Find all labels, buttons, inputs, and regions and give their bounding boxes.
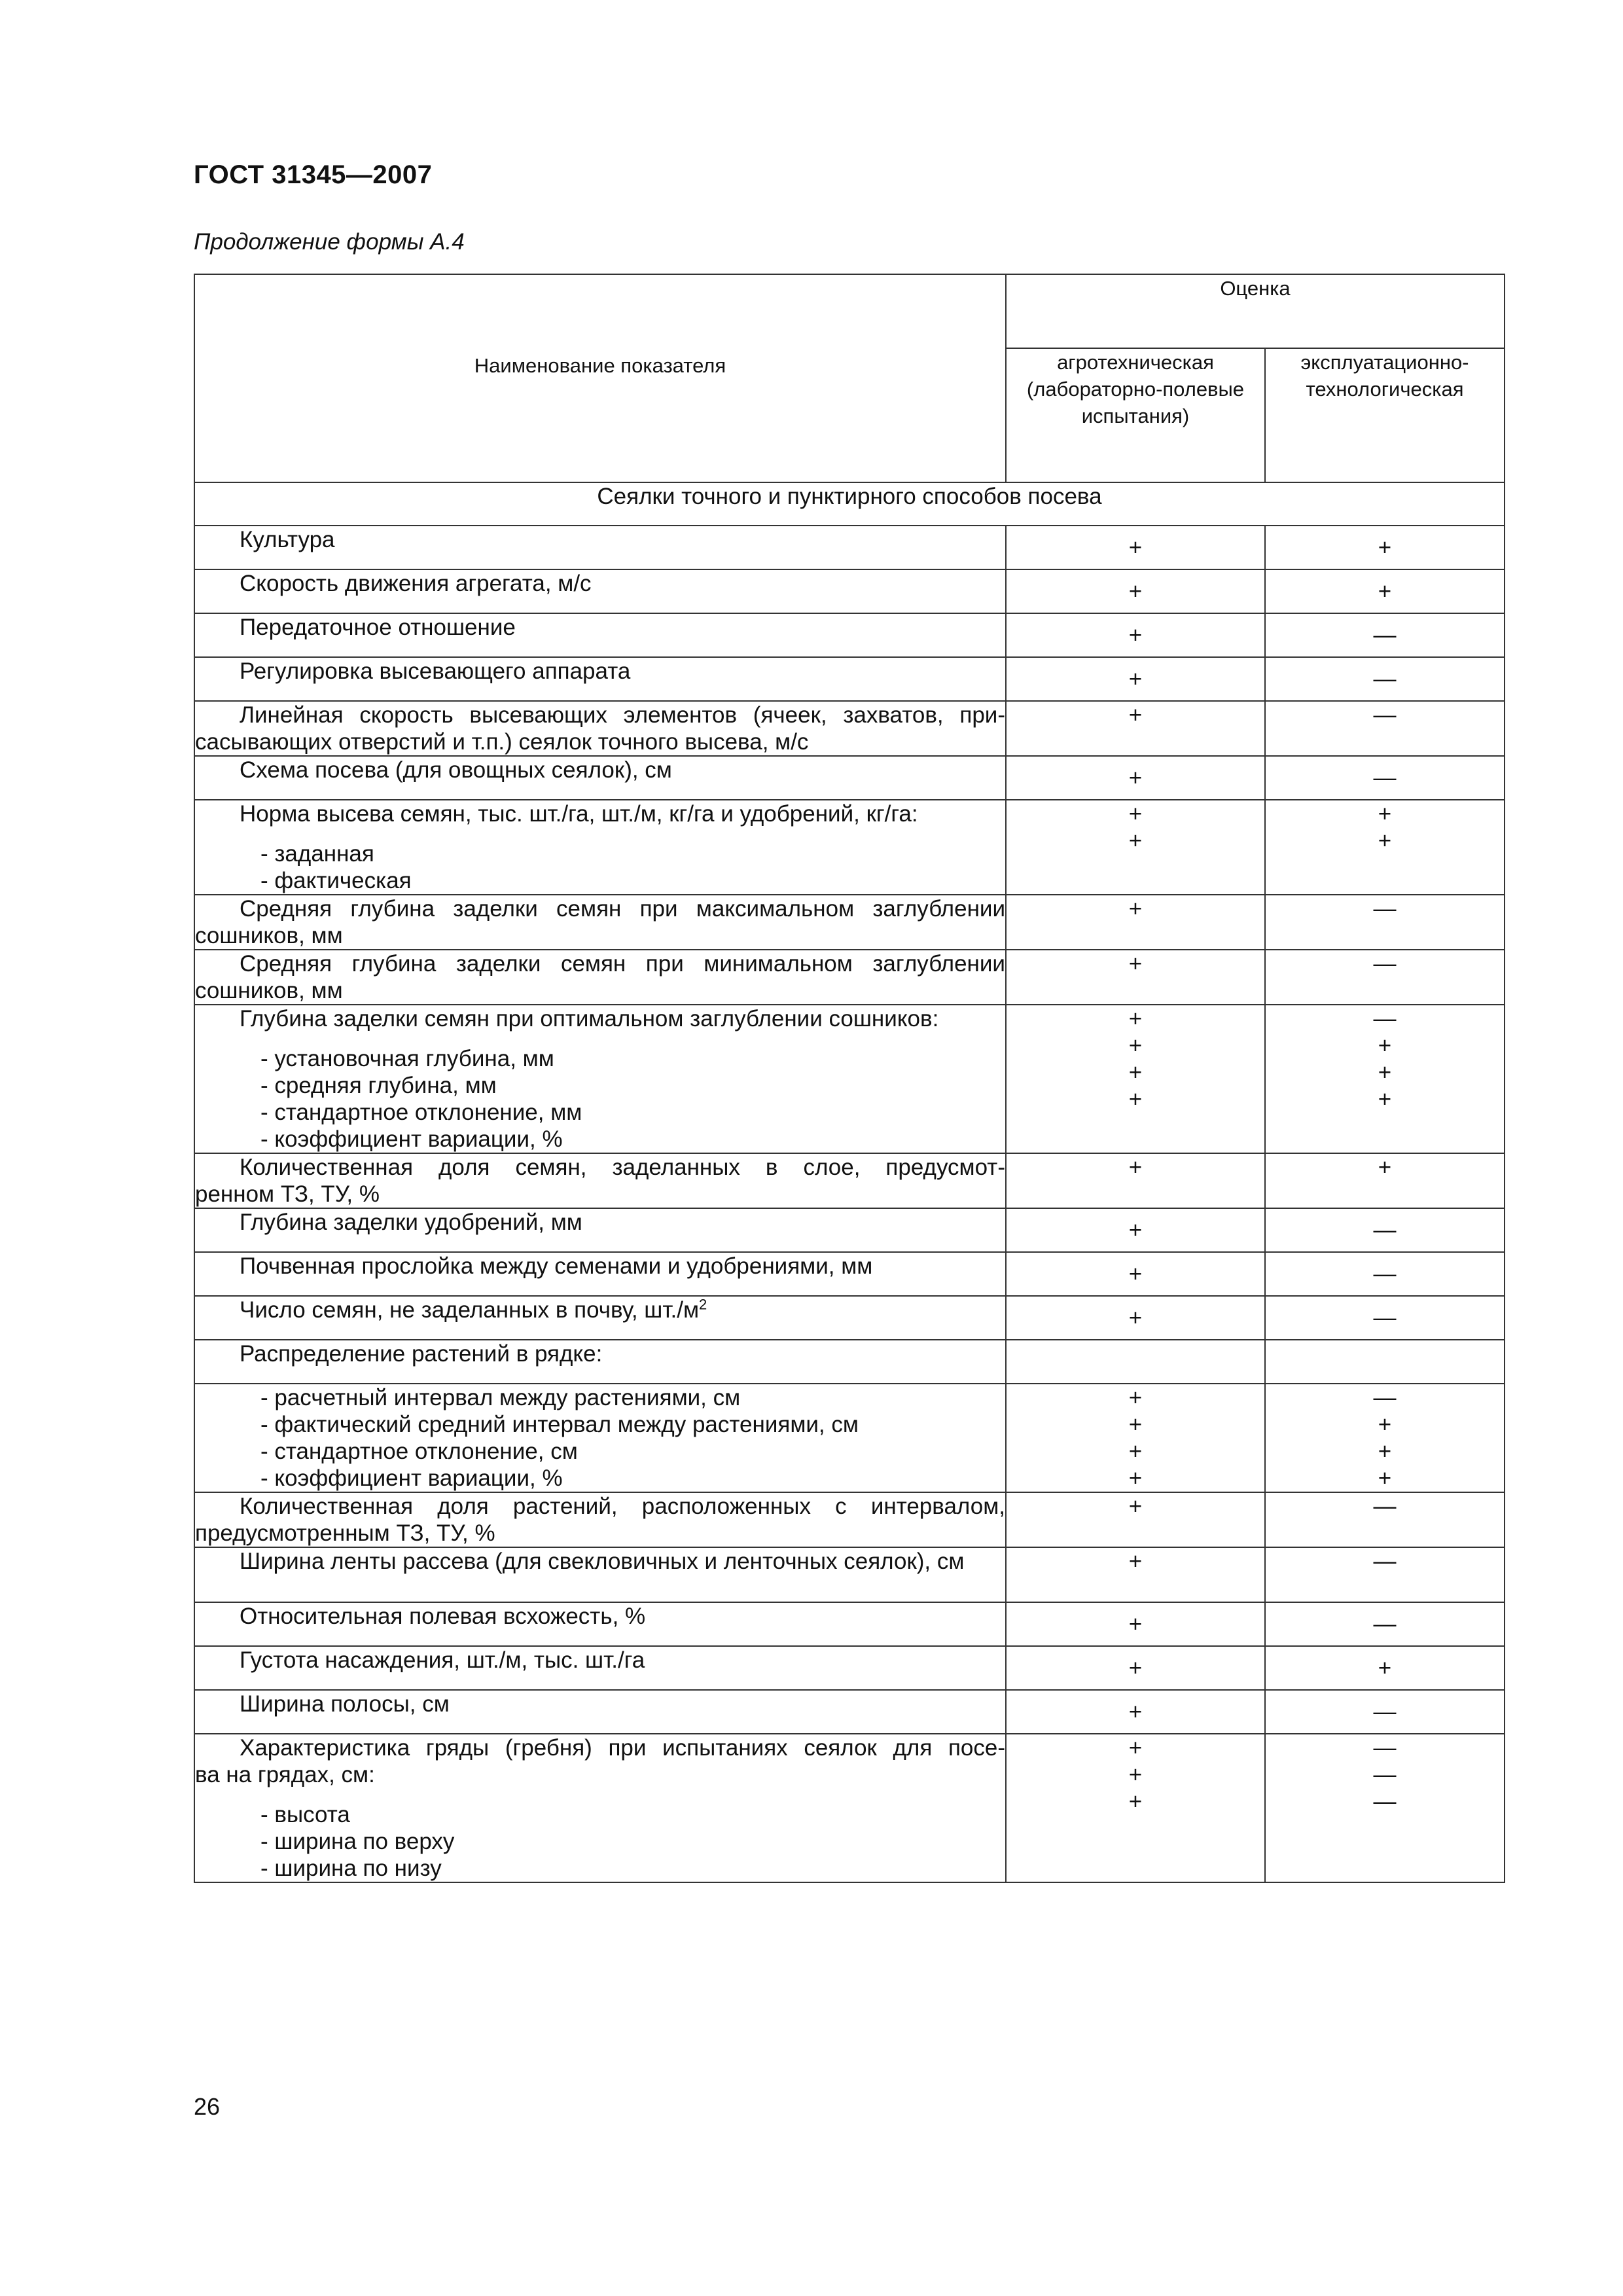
header-indicator-name: Наименование показателя: [194, 274, 1006, 482]
header-expl: эксплуатационно- технологическая: [1265, 348, 1505, 482]
table-row: Средняя глубина заделки семян при максимальном заглублении сошников, мм + —: [194, 895, 1505, 950]
table-row: Количественная доля семян, заделанных в слое, предусмот- ренном ТЗ, ТУ, % + +: [194, 1153, 1505, 1208]
table-row: Число семян, не заделанных в почву, $шт./м^2$ + —: [194, 1296, 1505, 1340]
table-row: Относительная полевая всхожесть, % + —: [194, 1602, 1505, 1646]
table-row: Культура + +: [194, 526, 1505, 569]
header-estimate: Оценка: [1006, 274, 1505, 348]
table-row: Густота насаждения, шт./м, тыс. шт./га + +: [194, 1646, 1505, 1690]
table-row: Глубина заделки удобрений, мм + —: [194, 1208, 1505, 1252]
section-title: Сеялки точного и пунктирного способов посева: [194, 482, 1505, 526]
table-row: Средняя глубина заделки семян при минимальном заглублении сошников, мм + —: [194, 950, 1505, 1005]
table-row: Распределение растений в рядке:: [194, 1340, 1505, 1384]
header-agro: агротехническая (лабораторно-полевые испытания): [1006, 348, 1265, 482]
table-row: Глубина заделки семян при оптимальном заглублении сошников: - установочная глубина, мм - средняя глубина, мм - стандартное отклонение, мм - коэффициент вариации, % + + + + — + + +: [194, 1005, 1505, 1153]
table-row: Количественная доля растений, расположенных с интервалом, предусмотренным ТЗ, ТУ, % + —: [194, 1492, 1505, 1547]
table-row: Характеристика гряды (гребня) при испытаниях сеялок для посе- ва на грядах, см: - высота - ширина по верху - ширина по низу + + + — — —: [194, 1734, 1505, 1882]
table-row: Передаточное отношение + —: [194, 613, 1505, 657]
page-number: 26: [194, 2093, 221, 2120]
table-row: Ширина ленты рассева (для свекловичных и ленточных сеялок), см + —: [194, 1547, 1505, 1602]
table-row: Схема посева (для овощных сеялок), см + —: [194, 756, 1505, 800]
table-row: Регулировка высевающего аппарата + —: [194, 657, 1505, 701]
document-code: ГОСТ 31345—2007: [194, 160, 433, 189]
table-row: Линейная скорость высевающих элементов (ячеек, захватов, при- сасывающих отверстий и т.п.) сеялок точного высева, м/с + —: [194, 701, 1505, 756]
indicators-table: [194, 274, 1505, 1883]
continuation-caption: Продолжение формы А.4: [194, 229, 465, 255]
table-row: Скорость движения агрегата, м/с + +: [194, 569, 1505, 613]
table-row: Почвенная прослойка между семенами и удобрениями, мм + —: [194, 1252, 1505, 1296]
table-row: Норма высева семян, тыс. шт./га, шт./м, кг/га и удобрений, кг/га: - заданная - фактическая + + + +: [194, 800, 1505, 895]
table-row: Ширина полосы, см + —: [194, 1690, 1505, 1734]
table-row: - расчетный интервал между растениями, см - фактический средний интервал между растениями, см - стандартное отклонение, см - коэффициент вариации, % + + + + — + + +: [194, 1384, 1505, 1492]
